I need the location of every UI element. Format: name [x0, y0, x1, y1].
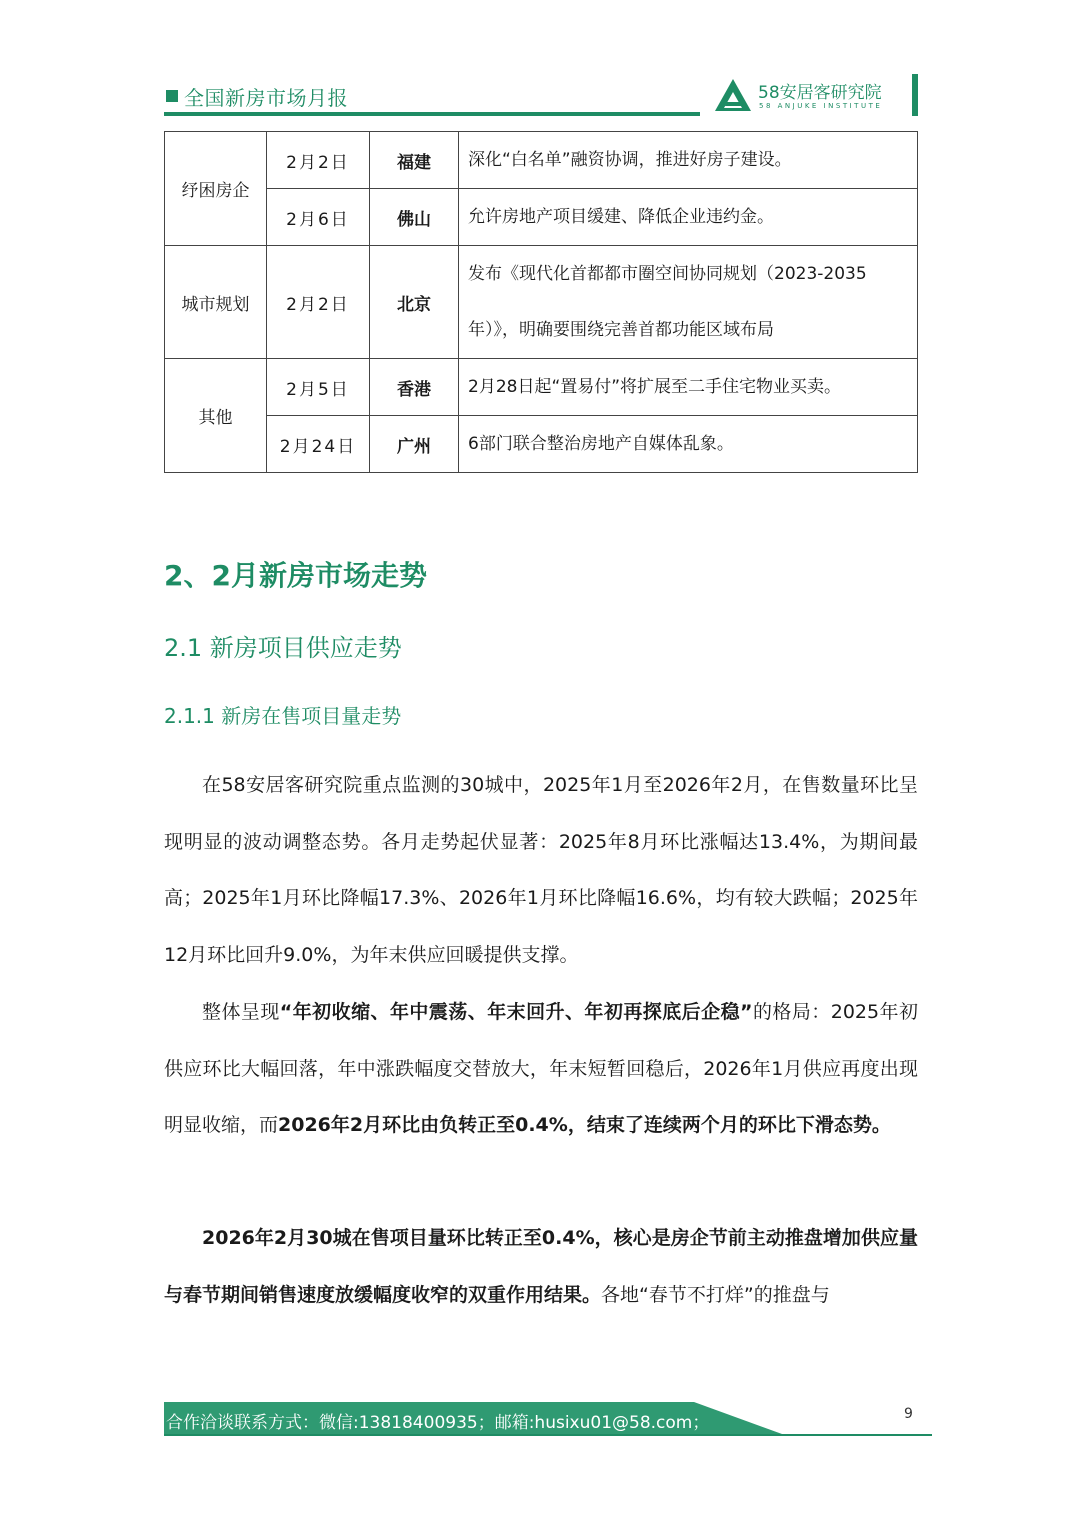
- paragraph-text: 在58安居客研究院重点监测的30城中，2025年1月至2026年2月，在售数量环比呈现明显的波动调整态势。各月走势起伏显著：2025年8月环比涨幅达13.4%，为期间最高；2025年1月环比降幅17.3%、2026年1月环比降幅16.6%，均有较大跌幅；2025年12月环比回升9.0%，为年末供应回暖提供支撑。: [164, 774, 918, 967]
- date-cell: 2月5日: [267, 359, 370, 416]
- table-row: [165, 416, 918, 473]
- page-header: [164, 72, 919, 122]
- report-title: 全国新房市场月报: [184, 86, 348, 110]
- table-row: [165, 246, 918, 359]
- page-number: 9: [904, 1406, 913, 1422]
- city-cell: 福建: [370, 132, 459, 189]
- text-span: 整体呈现: [202, 1001, 280, 1023]
- bold-text: “年初收缩、年中震荡、年末回升、年初再探底后企稳”: [279, 1001, 753, 1023]
- footer-line: [164, 1434, 932, 1436]
- category-cell: 其他: [165, 359, 267, 473]
- paragraph-3: [164, 1210, 918, 1323]
- table-row: [165, 359, 918, 416]
- date-cell: 2月24日: [267, 416, 370, 473]
- city-cell: 北京: [370, 246, 459, 359]
- institute-logo: [714, 76, 904, 116]
- policy-table: [164, 131, 918, 473]
- content-cell: 深化“白名单”融资协调，推进好房子建设。: [459, 132, 918, 189]
- subsection-heading: 2.1 新房项目供应走势: [164, 634, 402, 662]
- category-cell: 纾困房企: [165, 132, 267, 246]
- content-cell: [459, 246, 918, 359]
- table-row: [165, 132, 918, 189]
- bold-text: 2026年2月30城在售项目量环比转正至0.4%，核心是房企节前主动推盘增加供应量与春节期间销售速度放缓幅度收窄的双重作用结果。: [164, 1227, 918, 1306]
- category-cell: 城市规划: [165, 246, 267, 359]
- date-cell: 2月2日: [267, 246, 370, 359]
- section-heading: 2、2月新房市场走势: [164, 559, 427, 592]
- table-row: [165, 189, 918, 246]
- content-cell: 6部门联合整治房地产自媒体乱象。: [459, 416, 918, 473]
- text-span: 各地“春节不打烊”的推盘与: [601, 1283, 830, 1306]
- text-span: 的格局：2025年初供应环比大幅回落，年中涨跌幅度交替放大，年末短暂回稳后，2026年1月供应再度出现明显收缩，而: [164, 1001, 918, 1137]
- date-cell: 2月6日: [267, 189, 370, 246]
- header-square-icon: [166, 90, 178, 102]
- bold-text: 2026年2月环比由负转正至0.4%，结束了连续两个月的环比下滑态势。: [278, 1114, 891, 1137]
- content-cell: 允许房地产项目缓建、降低企业违约金。: [459, 189, 918, 246]
- subsubsection-heading: 2.1.1 新房在售项目量走势: [164, 704, 402, 728]
- paragraph-2: [164, 984, 918, 1154]
- logo-text-cn: 58安居客研究院: [758, 83, 882, 103]
- city-cell: 香港: [370, 359, 459, 416]
- date-cell: 2月2日: [267, 132, 370, 189]
- logo-triangle-icon: [714, 78, 752, 112]
- paragraph-text: [164, 984, 918, 1154]
- content-cell: 2月28日起“置易付”将扩展至二手住宅物业买卖。: [459, 359, 918, 416]
- logo-text-en: 58 ANJUKE INSTITUTE: [759, 102, 883, 110]
- city-cell: 佛山: [370, 189, 459, 246]
- content-line: 发布《现代化首都都市圈空间协同规划（2023-2035: [468, 264, 867, 284]
- city-cell: 广州: [370, 416, 459, 473]
- paragraph-1: [164, 757, 918, 984]
- header-underline: [164, 112, 700, 116]
- content-line: 年）》，明确要围绕完善首都功能区域布局: [468, 320, 774, 340]
- footer-contact: 合作洽谈联系方式：微信:13818400935；邮箱:husixu01@58.com；: [166, 1413, 710, 1433]
- header-side-bar: [912, 74, 918, 116]
- paragraph-text: [164, 1210, 918, 1323]
